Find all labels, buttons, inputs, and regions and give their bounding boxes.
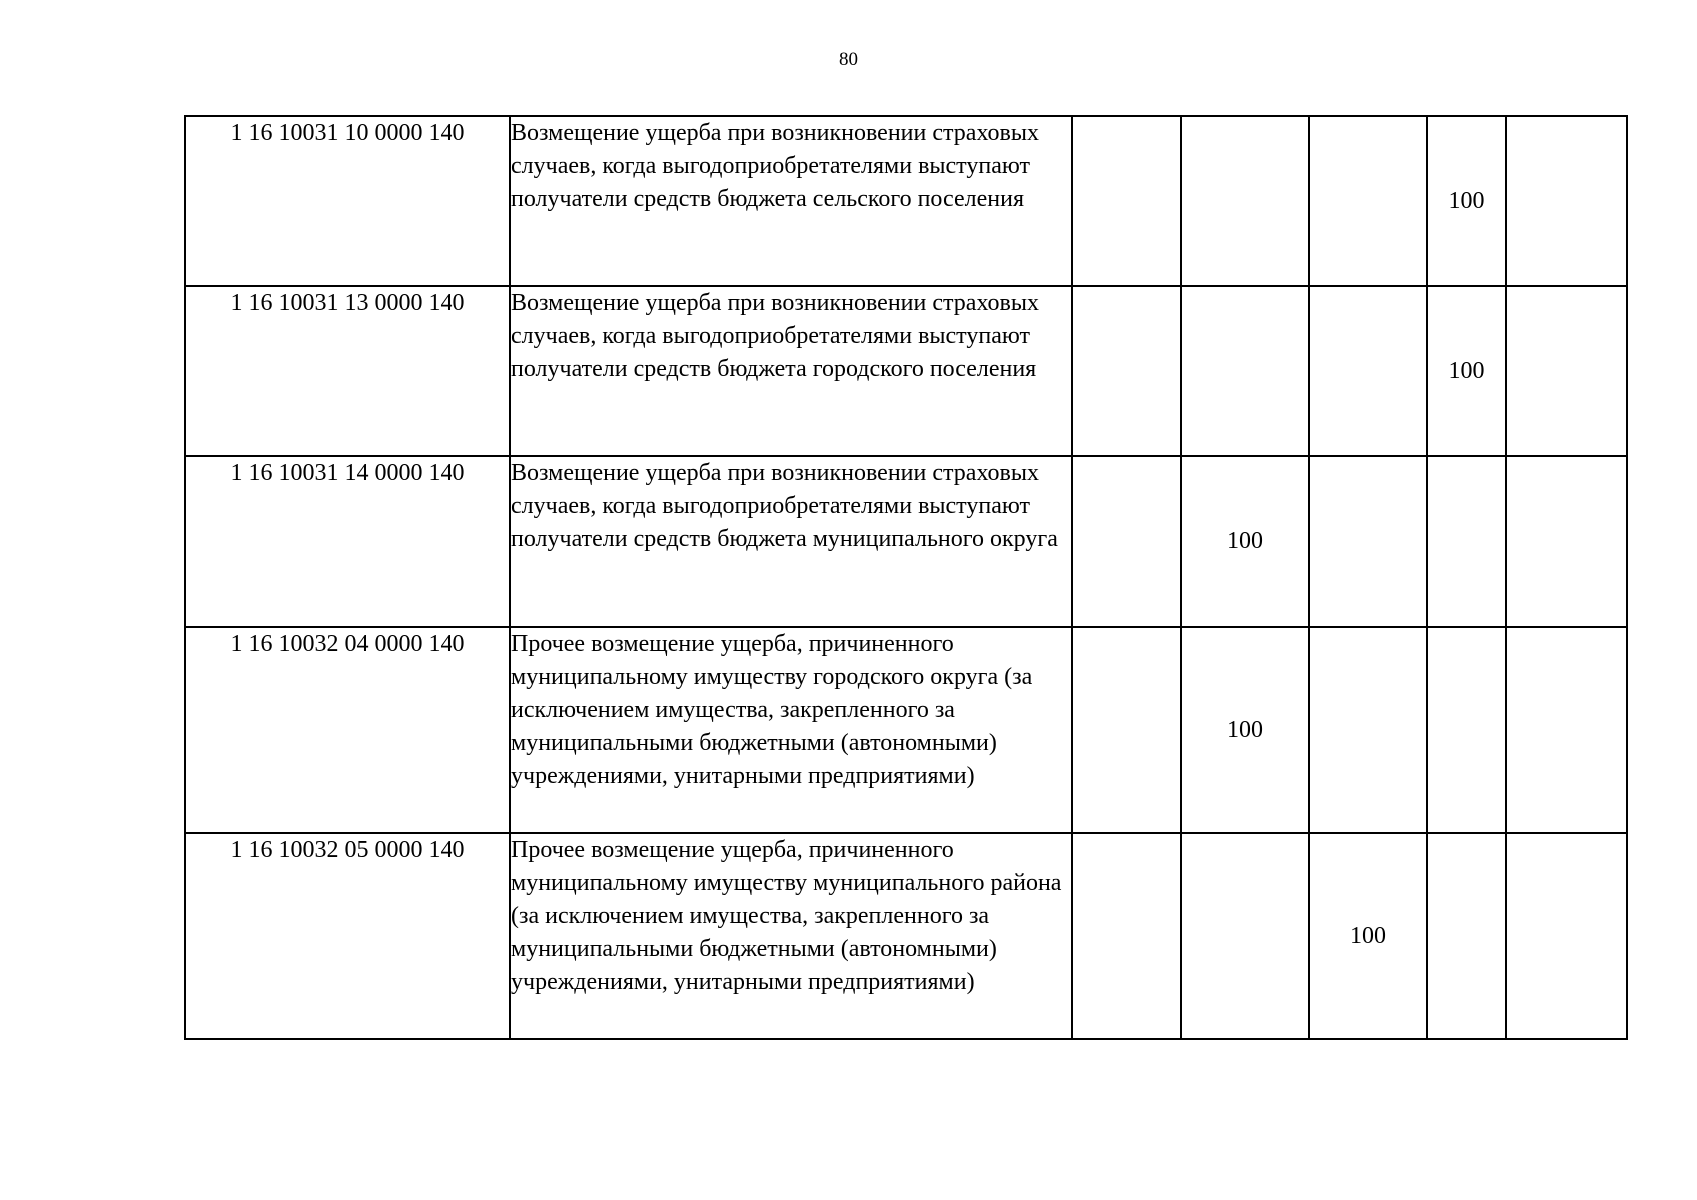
value-cell	[1181, 116, 1309, 286]
value-cell	[1506, 116, 1627, 286]
value-cell	[1309, 286, 1427, 456]
description-cell: Возмещение ущерба при возникновении страховых случаев, когда выгодоприобретателями выступают получатели средств бюджета сельского поселения	[510, 116, 1072, 286]
value-cell	[1506, 627, 1627, 833]
value-cell: 100	[1181, 456, 1309, 627]
budget-code-cell: 1 16 10031 14 0000 140	[185, 456, 510, 627]
value-cell	[1506, 286, 1627, 456]
description-cell: Возмещение ущерба при возникновении страховых случаев, когда выгодоприобретателями выступают получатели средств бюджета городского поселения	[510, 286, 1072, 456]
value-cell	[1072, 833, 1181, 1039]
budget-code-cell: 1 16 10031 10 0000 140	[185, 116, 510, 286]
page-number: 80	[839, 49, 858, 70]
value-cell	[1181, 286, 1309, 456]
value-cell	[1309, 116, 1427, 286]
table-row	[185, 833, 1627, 1039]
budget-code-cell: 1 16 10032 05 0000 140	[185, 833, 510, 1039]
budget-code-cell: 1 16 10031 13 0000 140	[185, 286, 510, 456]
budget-code-cell: 1 16 10032 04 0000 140	[185, 627, 510, 833]
value-cell	[1506, 833, 1627, 1039]
value-cell: 100	[1427, 116, 1506, 286]
table-row	[185, 456, 1627, 627]
value-cell	[1427, 833, 1506, 1039]
description-cell: Возмещение ущерба при возникновении страховых случаев, когда выгодоприобретателями выступают получатели средств бюджета муниципального округа	[510, 456, 1072, 627]
table-row	[185, 627, 1627, 833]
value-cell	[1506, 456, 1627, 627]
value-cell	[1072, 627, 1181, 833]
value-cell	[1309, 456, 1427, 627]
value-cell	[1072, 116, 1181, 286]
value-cell: 100	[1427, 286, 1506, 456]
value-cell	[1427, 627, 1506, 833]
value-cell	[1072, 456, 1181, 627]
description-cell: Прочее возмещение ущерба, причиненного муниципальному имуществу городского округа (за исключением имущества, закрепленного за муниципальными бюджетными (автономными) учреждениями, унитарными предприятиями)	[510, 627, 1072, 833]
description-cell: Прочее возмещение ущерба, причиненного муниципальному имуществу муниципального района (за исключением имущества, закрепленного за муниципальными бюджетными (автономными) учреждениями, унитарными предприятиями)	[510, 833, 1072, 1039]
table-row	[185, 286, 1627, 456]
value-cell	[1181, 833, 1309, 1039]
value-cell	[1427, 456, 1506, 627]
value-cell: 100	[1181, 627, 1309, 833]
revenue-classification-table	[184, 115, 1628, 1040]
table-row	[185, 116, 1627, 286]
value-cell	[1072, 286, 1181, 456]
value-cell: 100	[1309, 833, 1427, 1039]
value-cell	[1309, 627, 1427, 833]
